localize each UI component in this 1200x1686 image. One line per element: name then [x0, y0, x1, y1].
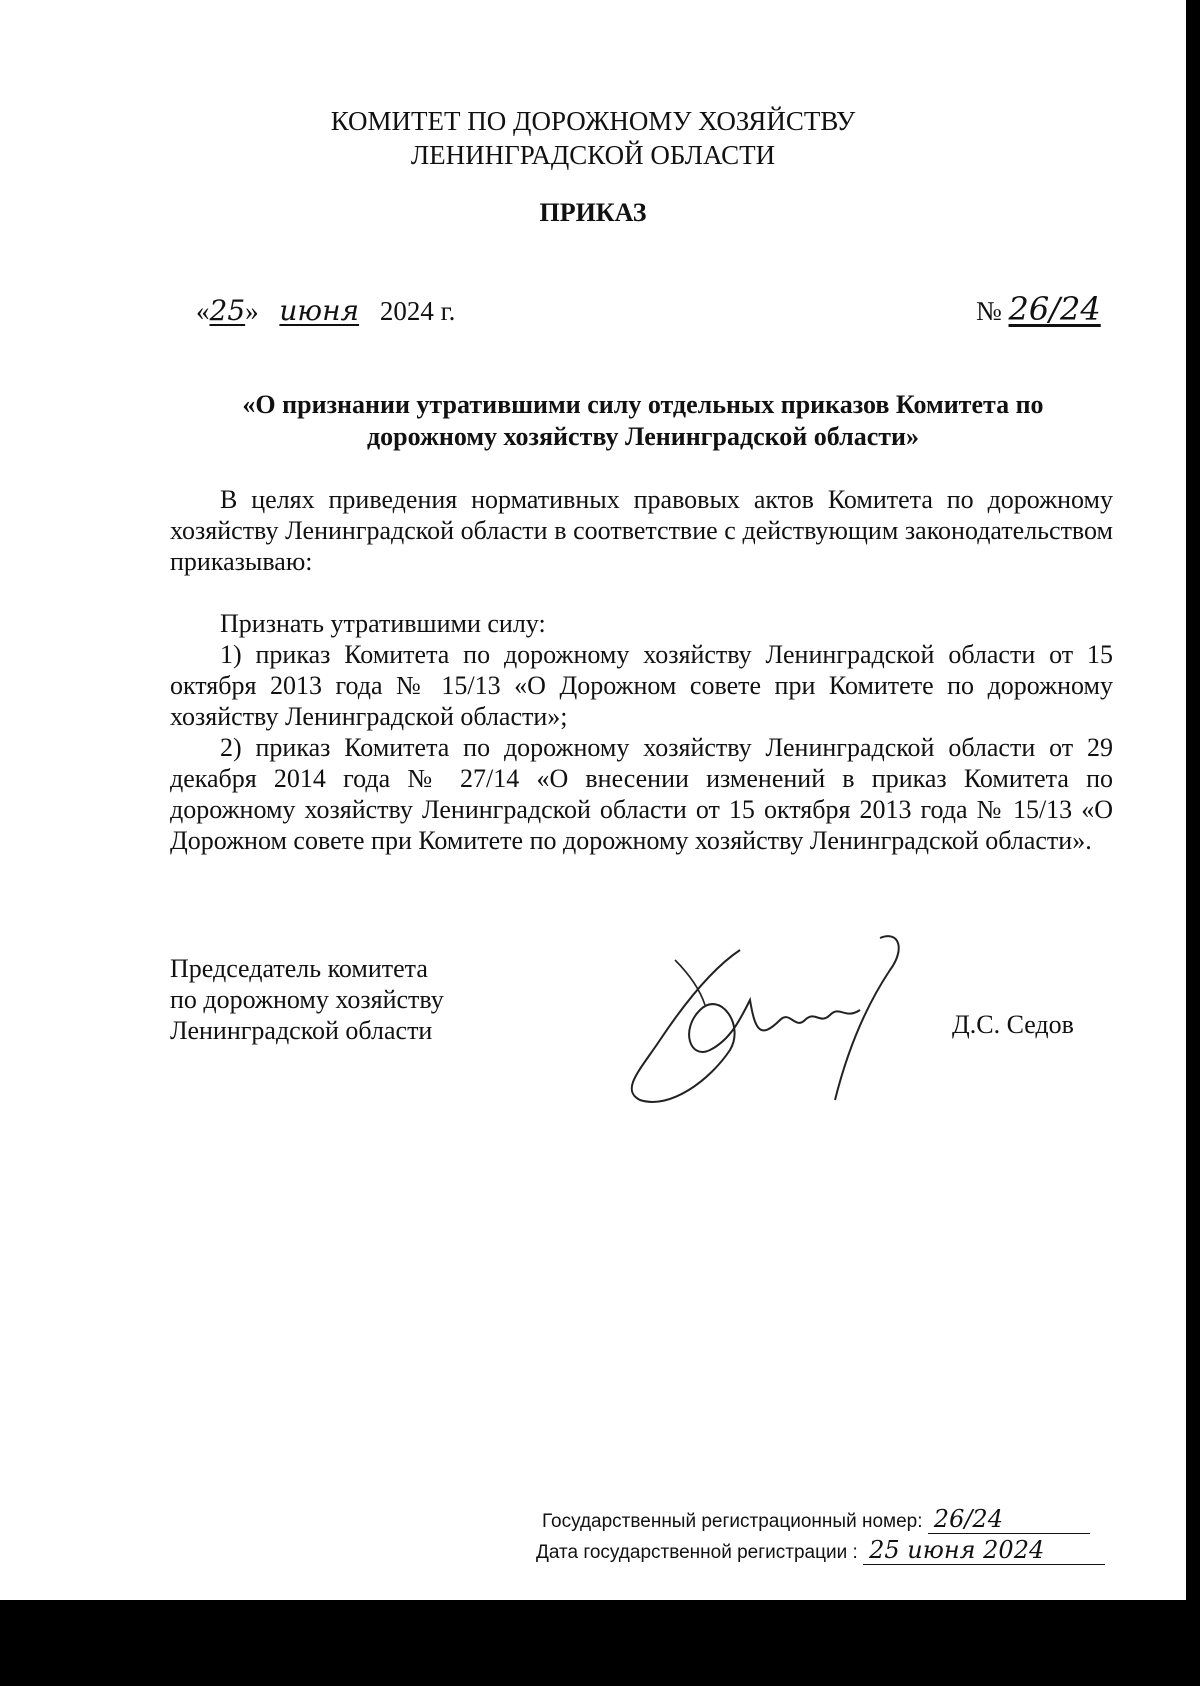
registration-number-label: Государственный регистрационный номер: — [542, 1511, 923, 1532]
signatory-line3: Ленинградской области — [170, 1016, 433, 1045]
subject-line1: «О признании утратившими силу отдельных приказов Комитета по — [242, 390, 1044, 419]
org-name-line1: КОМИТЕТ ПО ДОРОЖНОМУ ХОЗЯЙСТВУ — [330, 106, 856, 136]
signatory-name: Д.С. Седов — [952, 1010, 1074, 1039]
scan-edge-bottom — [0, 1600, 1200, 1686]
date-close-quote: » — [245, 296, 259, 326]
registration-date-label: Дата государственной регистрации : — [536, 1542, 858, 1563]
registration-date-value: 25 июня 2024 — [863, 1536, 1105, 1565]
scan-edge-right — [1186, 0, 1200, 1686]
handwritten-signature — [620, 930, 950, 1110]
signatory-title — [170, 953, 444, 1046]
number-prefix: № — [976, 296, 1002, 326]
signatory-line1: Председатель комитета — [170, 954, 428, 983]
org-name-line2: ЛЕНИНГРАДСКОЙ ОБЛАСТИ — [410, 140, 776, 170]
number-value: 26/24 — [1008, 290, 1101, 328]
order-date — [196, 294, 455, 327]
date-year: 2024 г. — [379, 296, 456, 326]
registration-number-row — [542, 1505, 1090, 1534]
body-lead: Признать утратившими силу: — [220, 609, 546, 638]
date-day: 25 — [209, 294, 246, 327]
order-subject — [170, 389, 1116, 453]
subject-line2: дорожному хозяйству Ленинградской области» — [367, 422, 919, 451]
registration-date-row — [536, 1536, 1105, 1565]
signatory-line2: по дорожному хозяйству — [170, 985, 444, 1014]
body-item-2: 2) приказ Комитета по дорожному хозяйству Ленинградской области от 29 декабря 2014 года № 27/14 «О внесении изменений в приказ Комитета по дорожному хозяйству Ленинградской области от 15 октября 2013 года № 15/13 «О Дорожном совете при Комитете по дорожному хозяйству Ленинградской области». — [170, 733, 1113, 855]
document-type: ПРИКАЗ — [539, 198, 647, 227]
date-month: июня — [279, 294, 360, 327]
registration-number-value: 26/24 — [928, 1505, 1090, 1534]
date-open-quote: « — [196, 296, 210, 326]
body-item-1: 1) приказ Комитета по дорожному хозяйству Ленинградской области от 15 октября 2013 года № 15/13 «О Дорожном совете при Комитете по дорожному хозяйству Ленинградской области»; — [170, 640, 1113, 731]
order-number — [976, 290, 1101, 328]
body-intro: В целях приведения нормативных правовых актов Комитета по дорожному хозяйству Ленинградской области в соответствие с действующим законодательством приказываю: — [170, 485, 1113, 576]
